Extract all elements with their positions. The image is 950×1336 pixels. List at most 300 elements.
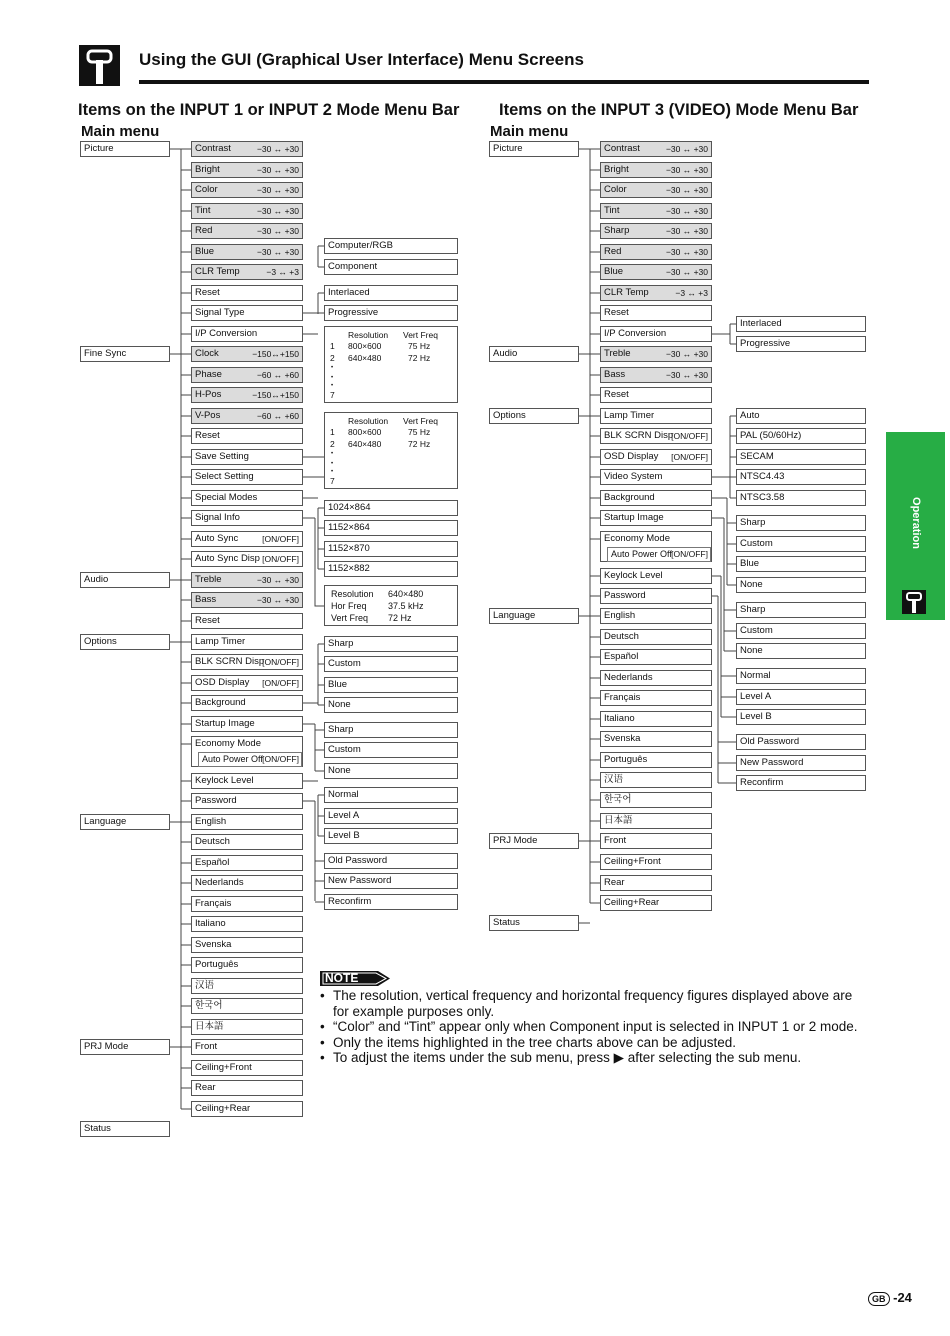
menu-item-1152-870 (324, 541, 458, 557)
menu-item-label: Lamp Timer (604, 410, 655, 421)
menu-item-level-a (736, 689, 866, 705)
menu-item-label: Startup Image (604, 512, 664, 523)
menu-item-label: Bright (195, 164, 220, 175)
menu-item-ntsc4-43 (736, 469, 866, 485)
menu-item-label: Normal (740, 670, 771, 681)
menu-item-label: Ceiling+Front (195, 1062, 252, 1073)
menu-item-label: Custom (328, 744, 361, 755)
row-vert-freq: 72 Hz (408, 353, 431, 363)
menu-item-label: None (740, 645, 763, 656)
menu-item-range: −30 ↔ +30 (665, 267, 708, 277)
menu-item-reconfirm (324, 894, 458, 910)
menu-item-sharp (736, 515, 866, 531)
menu-item-range: −30 ↔ +30 (256, 144, 299, 154)
note-list (320, 988, 870, 1066)
menu-item-range: −60 ↔ +60 (256, 411, 299, 421)
menu-item-status (489, 915, 579, 931)
menu-item-label: Old Password (740, 736, 800, 747)
menu-item-options (80, 634, 170, 650)
menu-item-label: PRJ Mode (84, 1041, 129, 1052)
hand-pointer-icon (902, 590, 926, 614)
menu-item-progressive (324, 305, 458, 321)
menu-item-label: None (740, 579, 763, 590)
menu-item-reset (191, 613, 303, 629)
menu-item-status (80, 1121, 170, 1137)
menu-item-label: Blue (740, 558, 760, 569)
menu-item-tint (600, 203, 712, 219)
menu-item-label: CLR Temp (195, 266, 240, 277)
row-resolution: 800×600 (348, 427, 382, 437)
left-section-title: Items on the INPUT 1 or INPUT 2 Mode Menu Bar (78, 101, 460, 119)
menu-item-blk-scrn-disp (191, 654, 303, 670)
row-number: 2 (330, 439, 335, 449)
menu-item-range: −30 ↔ +30 (256, 185, 299, 195)
menu-item-label: Blue (328, 679, 348, 690)
menu-item-prj-mode (80, 1039, 170, 1055)
menu-item-portugu-s (191, 957, 303, 973)
menu-item-osd-display (600, 449, 712, 465)
menu-item-italiano (191, 916, 303, 932)
menu-item-label: Rear (604, 877, 625, 888)
menu-item-range: −3 ↔ +3 (675, 288, 708, 298)
menu-item-label: Color (195, 184, 218, 195)
menu-item-password (191, 793, 303, 809)
row-resolution: 640×480 (348, 353, 382, 363)
menu-item-bass (600, 367, 712, 383)
info-label: Vert Freq (331, 613, 369, 623)
menu-item-audio (80, 572, 170, 588)
menu-item-label: Tint (604, 205, 620, 216)
menu-item-label: BLK SCRN Disp (604, 430, 674, 441)
menu-item-label: Auto Power Off (202, 754, 263, 764)
menu-item-label: Interlaced (740, 318, 782, 329)
menu-item-range: [ON/OFF] (671, 431, 708, 441)
menu-item-startup-image (600, 510, 712, 526)
menu-item-label: Status (493, 917, 520, 928)
menu-item-label: Keylock Level (195, 775, 254, 786)
menu-item-ceiling-front (600, 854, 712, 870)
signal-info-panel (324, 585, 458, 626)
row-resolution: 640×480 (348, 439, 382, 449)
menu-item-custom (736, 536, 866, 552)
menu-item-label: Select Setting (195, 471, 254, 482)
menu-item-label: Fine Sync (84, 348, 127, 359)
menu-item-label: Phase (195, 369, 222, 380)
menu-item-label: Level B (328, 830, 360, 841)
menu-item-range: −30 ↔ +30 (665, 370, 708, 380)
menu-item-label: Contrast (195, 143, 231, 154)
menu-item-label: CLR Temp (604, 287, 649, 298)
menu-item-osd-display (191, 675, 303, 691)
menu-item-label: Reconfirm (740, 777, 784, 788)
ellipsis-dot: • (331, 375, 334, 381)
menu-item-blue (600, 264, 712, 280)
menu-item-component (324, 259, 458, 275)
menu-item-label: Français (604, 692, 641, 703)
menu-item-save-setting (191, 449, 303, 465)
menu-item-range: −150↔+150 (252, 349, 299, 359)
menu-item-label: OSD Display (604, 451, 659, 462)
menu-item-espa-ol (600, 649, 712, 665)
row-vert-freq: 75 Hz (408, 427, 431, 437)
menu-item-item (600, 772, 712, 788)
menu-item-h-pos (191, 387, 303, 403)
menu-item-label: Bright (604, 164, 629, 175)
menu-item-sharp (600, 223, 712, 239)
menu-item-deutsch (191, 834, 303, 850)
menu-item-label: NTSC4.43 (740, 471, 785, 482)
menu-item-label: English (604, 610, 636, 621)
menu-item-label: Interlaced (328, 287, 370, 298)
menu-item-label: Contrast (604, 143, 640, 154)
info-label: Hor Freq (331, 601, 367, 611)
menu-item-english (600, 608, 712, 624)
menu-item-reset (191, 428, 303, 444)
menu-item-label: Economy Mode (604, 533, 671, 544)
info-value: 37.5 kHz (388, 601, 424, 611)
menu-item-item (600, 792, 712, 808)
menu-item-label: Signal Info (195, 512, 240, 523)
menu-item-label: Tint (195, 205, 211, 216)
menu-item-red (191, 223, 303, 239)
menu-item-interlaced (324, 285, 458, 301)
menu-item-label: Options (493, 410, 526, 421)
menu-item-range: −60 ↔ +60 (256, 370, 299, 380)
menu-item-label: Ceiling+Front (604, 856, 661, 867)
menu-item-label: Save Setting (195, 451, 249, 462)
menu-item-range: −30 ↔ +30 (665, 144, 708, 154)
menu-item-phase (191, 367, 303, 383)
menu-item-ceiling-rear (600, 895, 712, 911)
menu-item-label: Reconfirm (328, 896, 372, 907)
menu-item-label: Auto Sync (195, 533, 239, 544)
menu-item-password (600, 588, 712, 604)
menu-item-label: Custom (740, 538, 773, 549)
menu-item-label: Auto Power Off (611, 549, 672, 559)
menu-item-v-pos (191, 408, 303, 424)
menu-item-label: Bass (604, 369, 626, 380)
menu-item-normal (324, 787, 458, 803)
menu-item-label: Español (195, 857, 230, 868)
menu-item-reconfirm (736, 775, 866, 791)
info-label: Resolution (331, 589, 374, 599)
menu-item-label: I/P Conversion (604, 328, 667, 339)
menu-item-label: Status (84, 1123, 111, 1134)
menu-item-label: None (328, 699, 351, 710)
menu-item-label: Custom (328, 658, 361, 669)
menu-item-ntsc3-58 (736, 490, 866, 506)
note-label: NOTE (325, 971, 359, 985)
menu-item-color (600, 182, 712, 198)
menu-item-bright (191, 162, 303, 178)
row-number: 7 (330, 390, 335, 400)
menu-item-label: Red (604, 246, 622, 257)
menu-item-blk-scrn-disp (600, 428, 712, 444)
menu-item-label: Audio (493, 348, 518, 359)
menu-item-new-password (736, 755, 866, 771)
menu-item-keylock-level (600, 568, 712, 584)
menu-item-blue (736, 556, 866, 572)
menu-item-range: [ON/OFF] (262, 534, 299, 544)
info-value: 640×480 (388, 589, 424, 599)
menu-item-label: Custom (740, 625, 773, 636)
menu-item-label: Sharp (740, 604, 766, 615)
menu-item-signal-type (191, 305, 303, 321)
menu-item-label: Italiano (195, 918, 226, 929)
menu-item-label: Blue (604, 266, 624, 277)
menu-item-computer-rgb (324, 238, 458, 254)
menu-item-bass (191, 592, 303, 608)
menu-item-background (600, 490, 712, 506)
menu-item-label: Bass (195, 594, 217, 605)
menu-item-range: −30 ↔ +30 (256, 247, 299, 257)
menu-item-svenska (191, 937, 303, 953)
menu-item-deutsch (600, 629, 712, 645)
menu-item-label: PAL (50/60Hz) (740, 430, 802, 441)
menu-item-range: −30 ↔ +30 (665, 206, 708, 216)
menu-item-label: V-Pos (195, 410, 221, 421)
info-value: 72 Hz (388, 613, 412, 623)
menu-item-label: Deutsch (604, 631, 639, 642)
menu-item-custom (324, 742, 458, 758)
menu-item-label: Lamp Timer (195, 636, 246, 647)
menu-item-auto-sync-disp (191, 551, 303, 567)
menu-item-label: 1152×864 (328, 522, 370, 533)
row-number: 1 (330, 341, 335, 351)
left-main-menu-heading: Main menu (81, 123, 160, 140)
menu-item-label: Front (195, 1041, 218, 1052)
menu-item-label: Computer/RGB (328, 240, 393, 251)
menu-item-range: −30 ↔ +30 (665, 247, 708, 257)
menu-item-front (600, 833, 712, 849)
menu-item-audio (489, 346, 579, 362)
row-vert-freq: 75 Hz (408, 341, 431, 351)
menu-item-label: Background (195, 697, 246, 708)
menu-item-label: Options (84, 636, 117, 647)
menu-item-label: 1152×870 (328, 543, 370, 554)
menu-item-1152-864 (324, 520, 458, 536)
menu-item-range: −30 ↔ +30 (665, 165, 708, 175)
menu-item-interlaced (736, 316, 866, 332)
menu-item-label: Special Modes (195, 492, 258, 503)
menu-item-clock (191, 346, 303, 362)
column-header-resolution: Resolution (348, 416, 389, 426)
column-header-resolution: Resolution (348, 330, 389, 340)
menu-item-label: H-Pos (195, 389, 222, 400)
menu-item-label: Reset (604, 389, 629, 400)
menu-item-reset (600, 305, 712, 321)
menu-item-label: Password (604, 590, 646, 601)
menu-item-label: 日本語 (604, 815, 633, 826)
resolution-table (324, 412, 458, 489)
ellipsis-dot: • (331, 383, 334, 389)
menu-item-range: [ON/OFF] (671, 549, 708, 559)
menu-item-contrast (600, 141, 712, 157)
menu-item-label: Clock (195, 348, 219, 359)
menu-item-label: Nederlands (195, 877, 244, 888)
menu-item-blue (191, 244, 303, 260)
menu-item-tint (191, 203, 303, 219)
menu-item-label: Deutsch (195, 836, 230, 847)
menu-item-label: Treble (195, 574, 222, 585)
region-badge: GB (868, 1292, 890, 1306)
menu-item-label: Svenska (195, 939, 232, 950)
page-title: Using the GUI (Graphical User Interface) Menu Screens (139, 50, 584, 69)
menu-item-front (191, 1039, 303, 1055)
row-number: 7 (330, 476, 335, 486)
menu-item-range: −30 ↔ +30 (665, 185, 708, 195)
menu-item-sharp (324, 636, 458, 652)
menu-item-label: BLK SCRN Disp (195, 656, 265, 667)
menu-item-sharp (324, 722, 458, 738)
menu-item-label: Level A (328, 810, 360, 821)
right-main-menu-heading: Main menu (490, 123, 569, 140)
menu-item-startup-image (191, 716, 303, 732)
menu-item-video-system (600, 469, 712, 485)
menu-item-1024-864 (324, 500, 458, 516)
menu-item-color (191, 182, 303, 198)
menu-item-label: Sharp (328, 638, 354, 649)
menu-item-lamp-timer (191, 634, 303, 650)
menu-item-label: Normal (328, 789, 359, 800)
row-number: 1 (330, 427, 335, 437)
menu-item-label: PRJ Mode (493, 835, 538, 846)
page-number: GB -24 (868, 1290, 912, 1306)
menu-item-i-p-conversion (600, 326, 712, 342)
menu-item-fran-ais (191, 896, 303, 912)
menu-item-clr-temp (191, 264, 303, 280)
menu-item-keylock-level (191, 773, 303, 789)
menu-item-label: OSD Display (195, 677, 250, 688)
menu-item-special-modes (191, 490, 303, 506)
menu-item-contrast (191, 141, 303, 157)
menu-item-label: Português (195, 959, 239, 970)
menu-item-label: Italiano (604, 713, 635, 724)
menu-item-auto (736, 408, 866, 424)
menu-item-select-setting (191, 469, 303, 485)
menu-item-pal-50-60hz (736, 428, 866, 444)
menu-item-ceiling-front (191, 1060, 303, 1076)
menu-subitem-auto-power-off (607, 547, 711, 562)
menu-item-treble (600, 346, 712, 362)
menu-item-range: −3 ↔ +3 (266, 267, 299, 277)
menu-item-label: Blue (195, 246, 215, 257)
menu-item-new-password (324, 873, 458, 889)
menu-item-range: −30 ↔ +30 (256, 575, 299, 585)
menu-item-label: Progressive (740, 338, 791, 349)
menu-item-label: Sharp (740, 517, 766, 528)
side-tab-label: Operation (910, 497, 922, 549)
note-item: • Only the items highlighted in the tree charts above can be adjusted. (320, 1034, 736, 1050)
menu-item-svenska (600, 731, 712, 747)
menu-item-label: English (195, 816, 227, 827)
menu-item-options (489, 408, 579, 424)
note-item: • The resolution, vertical frequency and horizontal frequency figures displayed above are for example purposes only. (320, 988, 853, 1019)
menu-item-label: I/P Conversion (195, 328, 258, 339)
menu-item-normal (736, 668, 866, 684)
menu-item-lamp-timer (600, 408, 712, 424)
menu-item-level-b (324, 828, 458, 844)
menu-item-label: 1152×882 (328, 563, 370, 574)
menu-item-label: Level B (740, 711, 772, 722)
menu-item-range: −30 ↔ +30 (256, 226, 299, 236)
menu-item-signal-info (191, 510, 303, 526)
menu-item-label: 日本語 (195, 1021, 224, 1032)
menu-item-label: Ceiling+Rear (604, 897, 660, 908)
menu-item-picture (80, 141, 170, 157)
menu-item-treble (191, 572, 303, 588)
note-item: • To adjust the items under the sub menu, press ▶ after selecting the sub menu. (320, 1050, 802, 1066)
menu-item-label: Component (328, 261, 378, 272)
ellipsis-dot: • (331, 461, 334, 467)
menu-item-range: −150↔+150 (252, 390, 299, 400)
menu-item-rear (600, 875, 712, 891)
menu-item-label: Sharp (328, 724, 354, 735)
menu-item-label: Ceiling+Rear (195, 1103, 251, 1114)
menu-item-range: [ON/OFF] (262, 554, 299, 564)
menu-item-bright (600, 162, 712, 178)
menu-item-label: Signal Type (195, 307, 245, 318)
menu-item-label: Picture (84, 143, 114, 154)
menu-item-label: Svenska (604, 733, 641, 744)
menu-item-range: −30 ↔ +30 (256, 206, 299, 216)
menu-item-i-p-conversion (191, 326, 303, 342)
menu-item-range: [ON/OFF] (262, 754, 299, 764)
menu-item-item (600, 813, 712, 829)
menu-item-label: Progressive (328, 307, 379, 318)
menu-item-label: Background (604, 492, 655, 503)
note-item: • “Color” and “Tint” appear only when Component input is selected in INPUT 1 or 2 mode. (320, 1019, 858, 1035)
menu-item-label: Video System (604, 471, 663, 482)
menu-item-auto-sync (191, 531, 303, 547)
menu-item-label: 汉语 (195, 980, 215, 991)
menu-item-label: Keylock Level (604, 570, 663, 581)
menu-item-portugu-s (600, 752, 712, 768)
column-header-vert-freq: Vert Freq (403, 416, 438, 426)
menu-item-label: None (328, 765, 351, 776)
menu-item-none (324, 763, 458, 779)
menu-item-english (191, 814, 303, 830)
menu-item-label: NTSC3.58 (740, 492, 785, 503)
menu-item-nederlands (600, 670, 712, 686)
ellipsis-dot: • (331, 469, 334, 475)
menu-item-custom (736, 623, 866, 639)
row-resolution: 800×600 (348, 341, 382, 351)
menu-item-label: SECAM (740, 451, 774, 462)
menu-item-language (489, 608, 579, 624)
menu-item-prj-mode (489, 833, 579, 849)
menu-item-label: Language (493, 610, 536, 621)
menu-item-label: Treble (604, 348, 631, 359)
menu-item-range: [ON/OFF] (262, 678, 299, 688)
row-vert-freq: 72 Hz (408, 439, 431, 449)
menu-item-label: Reset (195, 430, 220, 441)
menu-item-label: Auto Sync Disp (195, 553, 260, 564)
ellipsis-dot: • (331, 451, 334, 457)
menu-item-level-b (736, 709, 866, 725)
menu-item-none (736, 643, 866, 659)
menu-item-label: Auto (740, 410, 760, 421)
right-section-title: Items on the INPUT 3 (VIDEO) Mode Menu Bar (499, 101, 859, 119)
menu-item-background (191, 695, 303, 711)
menu-item-secam (736, 449, 866, 465)
menu-item-label: Color (604, 184, 627, 195)
menu-item-none (324, 697, 458, 713)
menu-item-label: Picture (493, 143, 523, 154)
menu-item-custom (324, 656, 458, 672)
menu-item-label: Français (195, 898, 232, 909)
menu-item-range: −30 ↔ +30 (665, 349, 708, 359)
